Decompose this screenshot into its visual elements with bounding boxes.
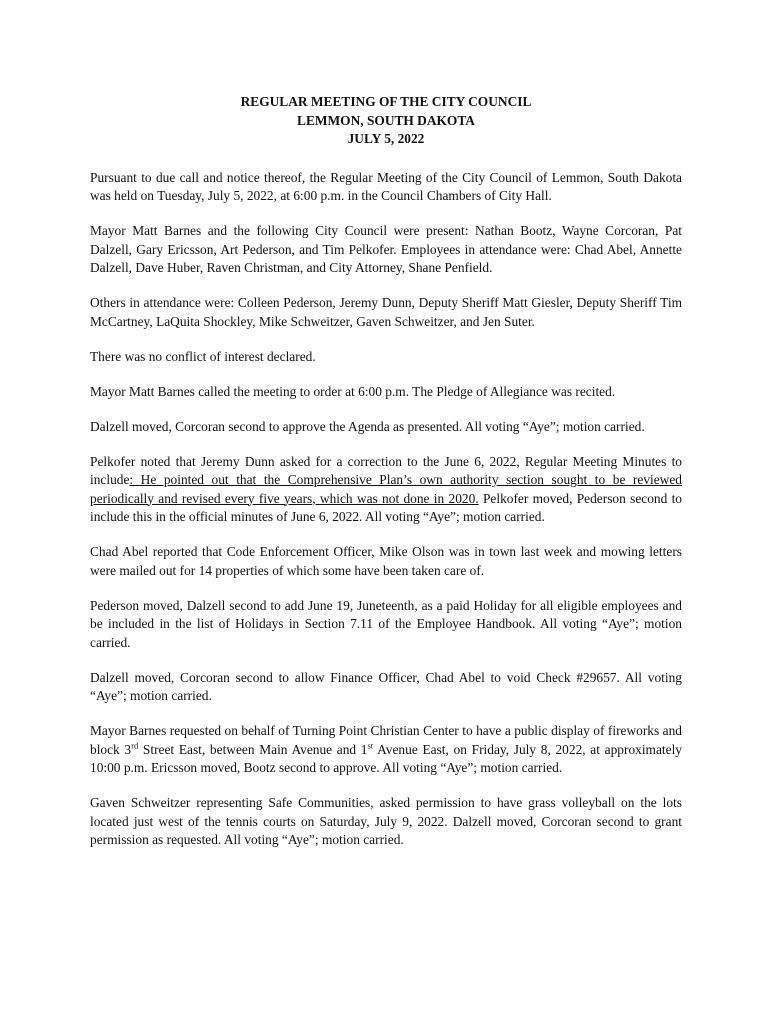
document-header bbox=[90, 93, 682, 149]
paragraph-attendance-council: Mayor Matt Barnes and the following City Council were present: Nathan Bootz, Wayne Corcoran, Pat Dalzell, Gary Ericsson, Art Pederson, and Tim Pelkofer. Employees in attendance were: Chad Abel, Annette Dalzell, Dave Huber, Raven Christman, and City Attorney, Shane Penfield. bbox=[90, 223, 682, 275]
paragraph-agenda-approval: Dalzell moved, Corcoran second to approve the Agenda as presented. All voting “Aye”; motion carried. bbox=[90, 418, 645, 434]
document-page bbox=[90, 93, 682, 866]
paragraph-juneteenth-holiday: Pederson moved, Dalzell second to add June 19, Juneteenth, as a paid Holiday for all eligible employees and be included in the list of Holidays in Section 7.11 of the Employee Handbook. All voting “Aye”; motion carried. bbox=[90, 597, 682, 650]
minutes-correction-intro: Pelkofer noted that Jeremy Dunn asked for a correction to the June 6, 2022, Regular Meeting Minutes to include bbox=[90, 453, 682, 487]
fireworks-text-part-3: Avenue East, on Friday, July 8, 2022, at approximately 10:00 p.m. Ericsson moved, Bootz second to approve. All voting “Aye”; motion carried. bbox=[90, 741, 682, 775]
header-date: JULY 5, 2022 bbox=[347, 131, 425, 146]
fireworks-text-part-2: Street East, between Main Avenue and 1 bbox=[138, 741, 368, 757]
paragraph-minutes-correction bbox=[90, 453, 682, 527]
paragraph-fireworks-display bbox=[90, 722, 682, 778]
header-location: LEMMON, SOUTH DAKOTA bbox=[297, 112, 475, 128]
paragraph-code-enforcement: Chad Abel reported that Code Enforcement Officer, Mike Olson was in town last week and mowing letters were mailed out for 14 properties of which some have been taken care of. bbox=[90, 544, 682, 578]
paragraph-conflict-of-interest: There was no conflict of interest declared. bbox=[90, 348, 316, 364]
fireworks-text-part-1: Mayor Barnes requested on behalf of Turning Point Christian Center to have a public display of fireworks and block 3 bbox=[90, 723, 682, 757]
fireworks-ordinal-rd: rd bbox=[131, 740, 139, 751]
paragraph-void-check: Dalzell moved, Corcoran second to allow Finance Officer, Chad Abel to void Check #29657. All voting “Aye”; motion carried. bbox=[90, 669, 682, 703]
fireworks-ordinal-st: st bbox=[367, 740, 374, 751]
paragraph-call-to-order-notice: Pursuant to due call and notice thereof, the Regular Meeting of the City Council of Lemmon, South Dakota was held on Tuesday, July 5, 2022, at 6:00 p.m. in the Council Chambers of City Hall. bbox=[90, 169, 682, 203]
header-title: REGULAR MEETING OF THE CITY COUNCIL bbox=[240, 94, 532, 109]
paragraph-volleyball-permission: Gaven Schweitzer representing Safe Communities, asked permission to have grass volleyball on the lots located just west of the tennis courts on Saturday, July 9, 2022. Dalzell moved, Corcoran second to grant permission as requested. All voting “Aye”; motion carried. bbox=[90, 795, 682, 847]
minutes-correction-motion: Pelkofer moved, Pederson second to include this in the official minutes of June 6, 2022. All voting “Aye”; motion carried. bbox=[90, 490, 683, 524]
minutes-correction-underlined: : He pointed out that the Comprehensive Plan’s own authority section sought to be reviewed periodically and revised every five years, which was not done in 2020. bbox=[90, 472, 682, 506]
paragraph-meeting-called: Mayor Matt Barnes called the meeting to order at 6:00 p.m. The Pledge of Allegiance was recited. bbox=[90, 383, 616, 399]
paragraph-attendance-others: Others in attendance were: Colleen Pederson, Jeremy Dunn, Deputy Sheriff Matt Giesler, Deputy Sheriff Tim McCartney, LaQuita Shockley, Mike Schweitzer, Gaven Schweitzer, and Jen Suter. bbox=[90, 295, 682, 329]
